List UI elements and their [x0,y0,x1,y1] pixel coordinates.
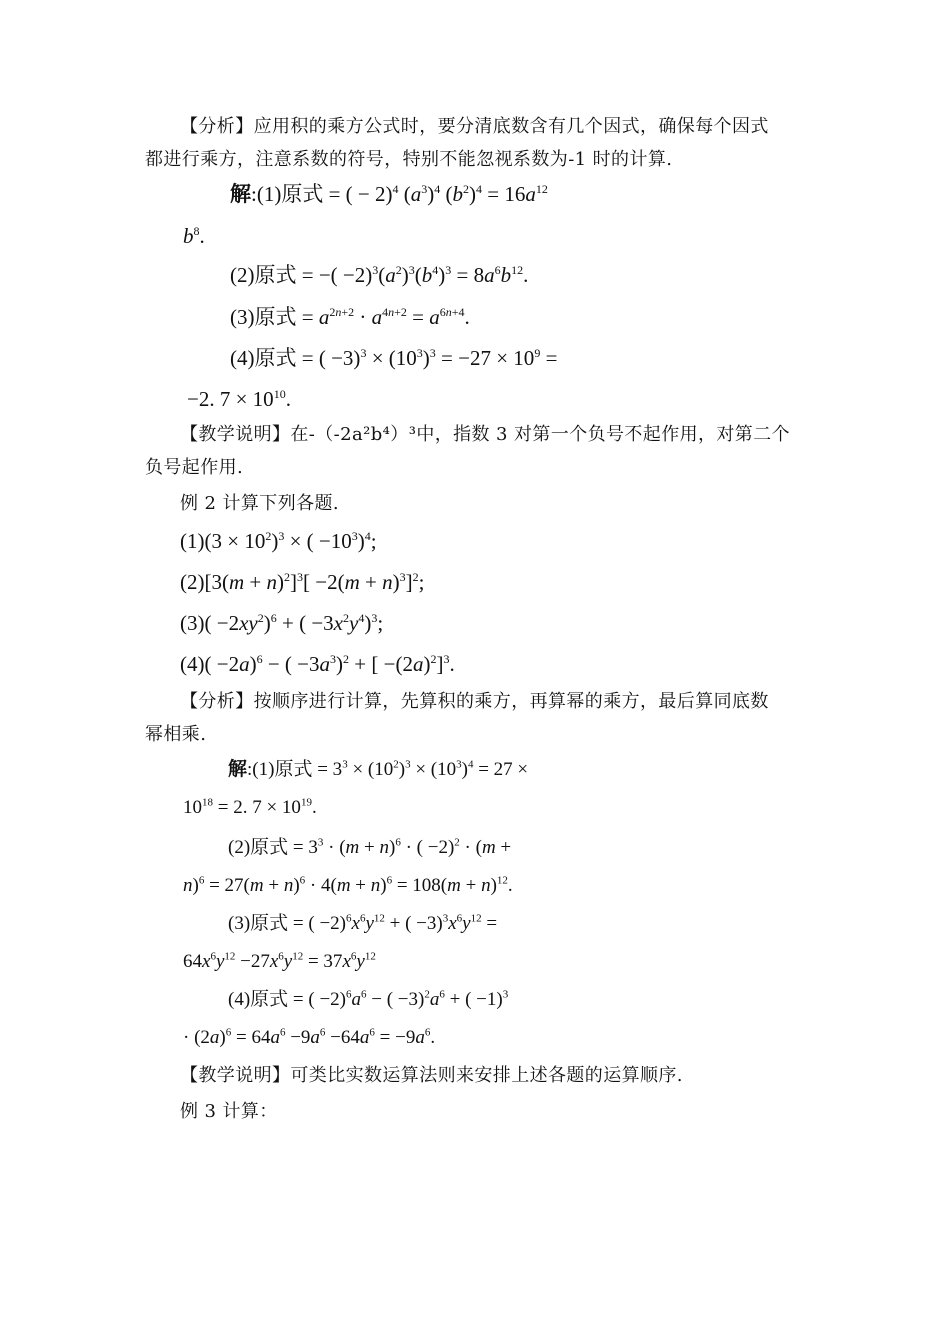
original-label: 原式 [281,182,324,206]
solution-2-step-1-cont: $10^{18} = 2$. $7 \times 10^{19}$. [183,796,317,818]
example-2-problem-4: $(4)( -2a)^6$ − ( $-3a^3)^2$ + [ $-(2a)^2]^3$. [180,652,455,676]
solution-label: 解 [230,182,251,206]
teaching-note-2: 【教学说明】可类比实数运算法则来安排上述各题的运算顺序. [180,1065,683,1086]
solution-2-step-3: (3)原式 = ( $-2)^6x^6y^{12}$ + ( $-3)^3x^6y^{12}$ = [228,912,498,934]
analysis-1-line-2: 都进行乘方，注意系数的符号，特别不能忽视系数为-1 时的计算. [145,149,673,170]
example-3-title: 例 3 计算： [180,1101,278,1122]
example-2-problem-3: $(3)( -2xy^2)^6$ + ( $-3x^2y^4)^3$; [180,611,384,635]
analysis-2-line-1: 【分析】按顺序进行计算，先算积的乘方，再算幂的乘方，最后算同底数 [180,691,769,712]
solution-2-step-2-cont: $n)^6 = 27(m + n)^6 \cdot 4(m + n)^6 = 108(m + n)^{12}$. [183,874,513,896]
solution-1-step-4-cont: −2. $7 \times 10^{10}$. [187,387,291,411]
original-label: 原式 [250,837,289,858]
example-2-title: 例 2 计算下列各题. [180,493,340,514]
original-label: 原式 [250,989,289,1010]
analysis-2-line-2: 幂相乘. [145,724,207,745]
example-2-problem-1: $(1)(3 \times 10^2)^3$ × ( $-10^3)^4$; [180,529,377,553]
solution-1-step-1: 解:(1)原式 = ( − 2)$^4$ $(a^3)^4$ $(b^2)^4 = 16a^{12}$ [230,182,548,206]
original-label: 原式 [254,346,297,370]
solution-2-step-4-cont: · $(2a)^6 = 64a^6 -9a^6 -64a^6 = -9a^6$. [183,1026,436,1048]
original-label: 原式 [250,913,289,934]
example-2-problem-2: $(2)[3(m + n)^2]^3[ -2(m + n)^3]^2$; [180,570,425,594]
original-label: 原式 [254,263,297,287]
analysis-1-line-1: 【分析】应用积的乘方公式时，要分清底数含有几个因式，确保每个因式 [180,116,769,137]
solution-label: 解 [228,759,248,780]
solution-1-step-1-cont: $b^8$. [183,224,205,248]
solution-1-step-2: (2)原式 = −( $-2)^3(a^2)^3(b^4)^3 = 8a^6b^{12}$. [230,263,529,287]
teaching-note-1-line-1: 【教学说明】在-（-2a²b⁴）³中，指数 3 对第一个负号不起作用，对第二个 [180,424,791,445]
solution-2-step-4: (4)原式 = ( $-2)^6a^6$ − ( $-3)^2a^6$ + ( −1)$^3$ [228,988,509,1010]
teaching-note-1-line-2: 负号起作用. [145,457,244,478]
solution-2-step-2: (2)原式 = $3^3 \cdot (m + n)^6$ · ( −2)$^2$ · (m + [228,836,512,858]
original-label: 原式 [274,759,313,780]
solution-2-step-3-cont: $64x^6y^{12} -27x^6y^{12} = 37x^6y^{12}$ [183,950,376,972]
solution-1-step-3: (3)原式 = $a^{2n+2} \cdot a^{4n+2} = a^{6n+4}$. [230,305,470,329]
solution-1-step-4: (4)原式 = ( $-3)^3 \times (10^3)^3 = -27 \times 10^9$ = [230,346,558,370]
solution-2-step-1: 解:(1)原式 = $3^3 \times (10^2)^3 \times (10^3)^4 = 27$ × [228,758,529,780]
original-label: 原式 [254,305,297,329]
